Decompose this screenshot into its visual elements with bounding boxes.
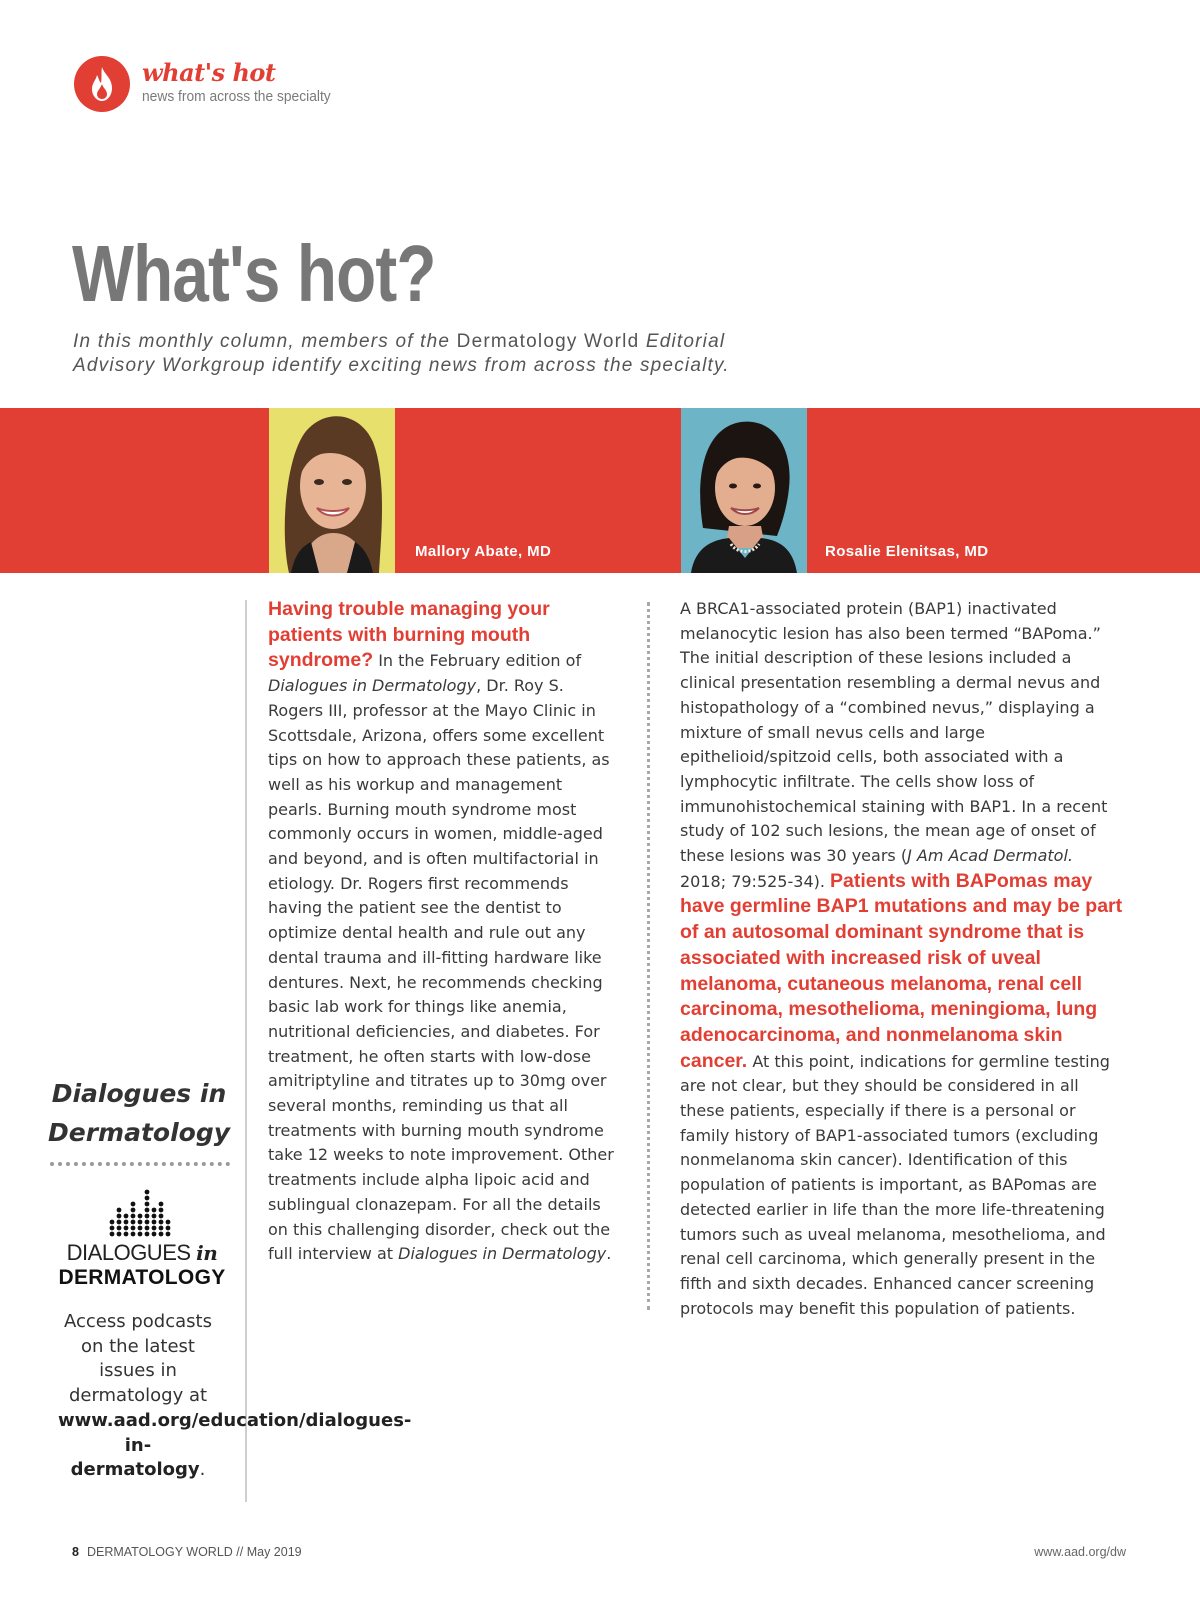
logo-wordmark-top: DIALOGUES in (66, 1240, 218, 1265)
column-divider (647, 602, 650, 1310)
page-title: What's hot? (72, 229, 436, 318)
intro-text: In this monthly column, members of the Dermatology World Editorial Advisory Workgroup identify exciting news from across the specialty. (73, 331, 730, 376)
publication-date: DERMATOLOGY WORLD // May 2019 (86, 1545, 302, 1559)
article-burning-mouth: Having trouble managing your patients with burning mouth syndrome? In the February edition of Dialogues in Dermatology, Dr. Roy S. Rogers III, professor at the Mayo Clinic in Scottsdale, Arizona, offers some excellent tips on how to approach these patients, as well as his workup and management pearls. Burning mouth syndrome most commonly occurs in women, middle-aged and beyond, and is often multifactorial in etiology. Dr. Rogers first recommends having the patient see the dentist to optimize dental health and rule out any dental trauma and ill-fitting hardware like dentures. Next, he recommends checking basic lab work for things like anemia, nutritional deficiencies, and diabetes. For treatment, he often starts with low-dose amitriptyline and titrates up to 30mg over several months, reminding us that all treatments with burning mouth syndrome take 12 weeks to note improvement. Other treatments include alpha lipoic acid and sublingual clonazepam. For all the details on this challenging disorder, check out the full interview at Dialogues in Dermatology. (268, 598, 614, 1264)
article-headline: Having trouble managing your patients with burning mouth syndrome? (268, 598, 550, 672)
article-bapoma: A BRCA1-associated protein (BAP1) inactivated melanocytic lesion has also been termed “BAPoma.” The initial description of these lesions included a clinical presentation resembling a dermal nevus and histopathology of a “combined nevus,” displaying a mixture of small nevus cells and large epithelioid/spitzoid cells, both associated with a lymphocytic infiltrate. The cells show loss of immunohistochemical staining with BAP1. In a recent study of 102 such lesions, the mean age of onset of these lesions was 30 years (J Am Acad Dermatol. 2018; 79:525-34). Patients with BAPomas may have germline BAP1 mutations and may be part of an autosomal dominant syndrome that is associated with increased risk of uveal melanoma, cutaneous melanoma, renal cell carcinoma, mesothelioma, meningioma, lung adenocarcinoma, and nonmelanoma skin cancer. At this point, indications for germline testing are not clear, but they should be considered in all these patients, especially if there is a personal or family history of BAP1-associated tumors (excluding nonmelanoma skin cancer). Identification of this population of patients is important, as BAPomas are detected earlier in life than the more life-threatening tumors such as uveal melanoma, mesothelioma, and renal cell carcinoma, which generally present in the fifth and sixth decades. Enhanced cancer screening protocols may benefit this population of patients. (680, 599, 1123, 1318)
sidebar-dotted-rule (50, 1162, 230, 1166)
sidebar-title: Dialogues in Dermatology (48, 1079, 231, 1147)
dialogues-logo-icon (108, 1184, 172, 1238)
section-kicker: what's hot (142, 58, 276, 87)
author-caption: Mallory Abate, MD (415, 543, 552, 560)
publication-name: Dermatology World (456, 331, 640, 352)
flame-icon (88, 66, 116, 102)
flame-badge (74, 56, 130, 112)
page-number: 8 (72, 1545, 79, 1559)
podcast-link[interactable]: www.aad.org/education/dialogues-in-dermatology (58, 1409, 412, 1481)
author-photo-elenitsas (681, 408, 807, 573)
footer-folio (72, 1545, 302, 1559)
section-kicker-subtitle: news from across the specialty (142, 88, 331, 105)
author-photo-abate (269, 408, 395, 573)
logo-wordmark-bottom: DERMATOLOGY (58, 1266, 226, 1289)
footer-url[interactable]: www.aad.org/dw (1034, 1545, 1126, 1559)
article-highlight: Patients with BAPomas may have germline BAP1 mutations and may be part of an autosomal dominant syndrome that is associated with increased risk of uveal melanoma, cutaneous melanoma, renal cell carcinoma, mesothelioma, meningioma, lung adenocarcinoma, and nonmelanoma skin cancer. (680, 869, 1123, 1072)
author-band (0, 408, 1200, 573)
author-caption: Rosalie Elenitsas, MD (825, 543, 989, 560)
sidebar-divider (245, 600, 247, 1502)
sidebar-promo-text: Access podcasts on the latest issues in dermatology at www.aad.org/education/dialogues-in-dermatology. (58, 1311, 412, 1481)
